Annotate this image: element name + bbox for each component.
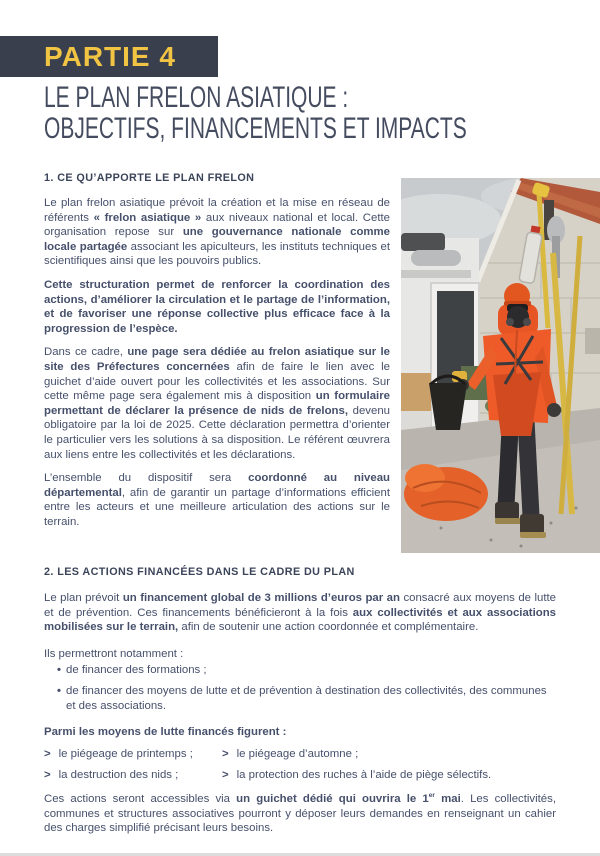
chevron-icon: > (44, 747, 51, 760)
photo-hornet-control-technician (401, 178, 600, 553)
section-1-paragraph-2: Cette structuration permet de renforcer la coordination des actions, d’améliorer la circulation et le partage de l’information, et de favoriser une réponse collective plus efficace face à la progression de l’espèce. (44, 278, 390, 335)
chevron-icon: > (222, 747, 229, 760)
page-title (44, 82, 600, 144)
financed-means-heading: Parmi les moyens de lutte financés figurent : (44, 726, 287, 739)
financed-item-nest-destruction: > la destruction des nids ; (44, 769, 179, 782)
funding-bullet-1: • de financer des formations ; (57, 664, 207, 677)
page-title-line1: LE PLAN FRELON ASIATIQUE : (44, 81, 349, 114)
section-2-closing: Ces actions seront accessibles via un guichet dédié qui ouvrira le 1er mai. Les collectivités, communes et structures associatives pourront y déposer leurs demandes en renseignant un cahier des charges simplifié précisant leurs besoins. (44, 792, 557, 835)
funding-list-intro: Ils permettront notamment : (44, 647, 184, 660)
section-1-paragraph-1: Le plan frelon asiatique prévoit la création et la mise en réseau de référents « frelon asiatique » aux niveaux national et local. Cette organisation repose sur une gouvernance nationale comme locale partagée associant les apiculteurs, les instituts techniques et scientifiques ainsi que les pouvoirs publics. (44, 197, 390, 268)
section-1 (44, 172, 390, 529)
bullet-icon: • (57, 684, 61, 697)
section-2-heading: 2. LES ACTIONS FINANCÉES DANS LE CADRE DU PLAN (44, 566, 355, 578)
section-1-paragraph-3: Dans ce cadre, une page sera dédiée au frelon asiatique sur le site des Préfectures concernées afin de faire le lien avec le guichet d’aide ouvert pour les collectivités et les associations. Sur cette même page sera également mis à disposition un formulaire permettant de déclarer la présence de nids de frelons, devenu obligatoire par la loi de 2025. Cette déclaration permettra d’orienter le particulier vers les solutions à sa disposition. Le référent œuvrera aux liens entre les collectivités et les déclarations. (44, 346, 391, 461)
page-title-line2: OBJECTIFS, FINANCEMENTS ET IMPACTS (44, 112, 467, 145)
section-1-heading: 1. CE QU’APPORTE LE PLAN FRELON (44, 172, 255, 184)
part-label: PARTIE 4 (44, 40, 176, 72)
funding-bullet-2: • de financer des moyens de lutte et de prévention à destination des collectivités, des communes et des associations. (57, 684, 547, 712)
section-2 (44, 566, 556, 836)
financed-means-list (44, 747, 556, 783)
financed-item-hive-protection: > la protection des ruches à l’aide de piège sélectifs. (222, 769, 492, 782)
chevron-icon: > (222, 769, 229, 782)
funding-bullet-list (57, 663, 556, 713)
financed-item-spring-trapping: > le piégeage de printemps ; (44, 747, 193, 760)
financed-item-autumn-trapping: > le piégeage d’automne ; (222, 747, 359, 760)
section-2-intro: Le plan prévoit un financement global de 3 millions d’euros par an consacré aux moyens de lutte et de prévention. Ces financements bénéficieront à la fois aux collectivités et aux associations mobilisées sur le terrain, afin de soutenir une action coordonnée et complémentaire. (44, 592, 556, 634)
part-banner (0, 36, 218, 77)
bullet-icon: • (57, 664, 61, 677)
section-1-paragraph-4: L’ensemble du dispositif sera coordonné au niveau départemental, afin de garantir un partage d’informations efficient entre les acteurs et une meilleure articulation des actions sur le terrain. (44, 472, 390, 528)
chevron-icon: > (44, 769, 51, 782)
